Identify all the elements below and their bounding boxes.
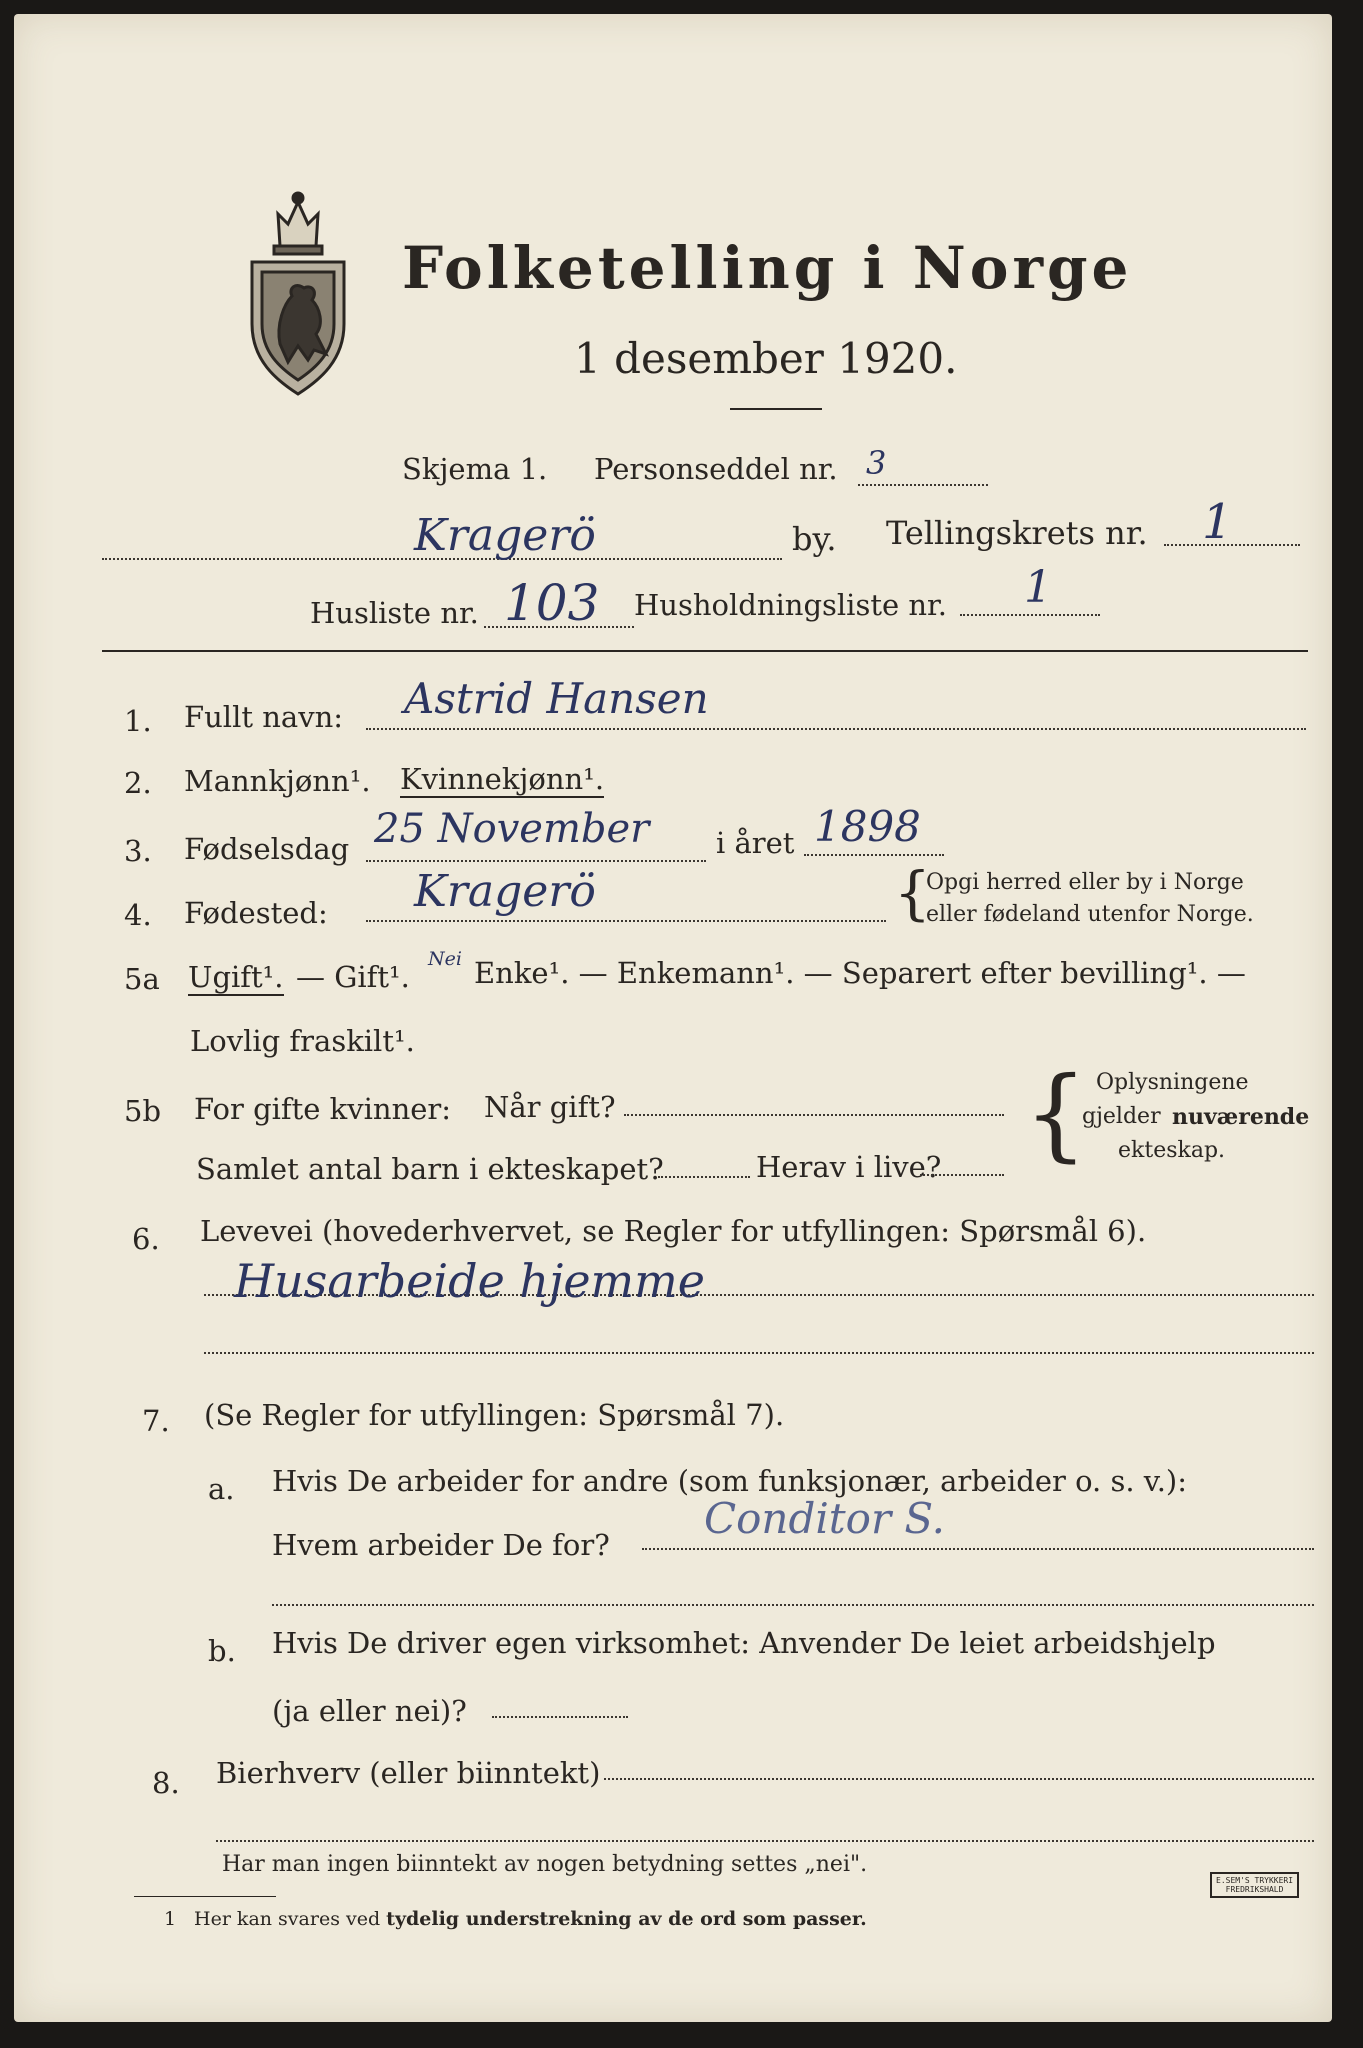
personseddel-value: 3 — [866, 444, 887, 482]
census-form — [14, 14, 1332, 2022]
q6-number: 6. — [132, 1222, 160, 1256]
q5b-label: For gifte kvinner: — [194, 1092, 452, 1126]
footnote-text-a: Her kan svares ved — [194, 1908, 381, 1930]
husliste-label: Husliste nr. — [310, 596, 479, 630]
q5b-naar-gift: Når gift? — [484, 1090, 616, 1124]
form-date: 1 desember 1920. — [574, 334, 958, 383]
q7b-line2: (ja eller nei)? — [272, 1694, 467, 1728]
q7b-field — [492, 1716, 628, 1718]
header-divider — [102, 650, 1308, 652]
q5a-line2: Lovlig fraskilt¹. — [190, 1024, 415, 1058]
q3-year-label: i året — [716, 826, 795, 860]
printer-stamp — [1210, 1872, 1299, 1898]
q7a-line2: Hvem arbeider De for? — [272, 1528, 610, 1562]
husholdningsliste-field — [960, 614, 1100, 616]
footnote-number: 1 — [164, 1908, 177, 1930]
biinntekt-note: Har man ingen biinntekt av nogen betydning settes „nei". — [222, 1852, 868, 1877]
q7a-field — [642, 1548, 1314, 1550]
skjema-label: Skjema 1. — [402, 452, 548, 486]
q5b-note-line2b: nuværende — [1172, 1104, 1310, 1130]
q8-label: Bierhverv (eller biinntekt) — [216, 1756, 601, 1790]
form-title: Folketelling i Norge — [402, 234, 1133, 302]
tellingskrets-value: 1 — [1202, 494, 1233, 550]
q5b-herav-field — [920, 1174, 1004, 1176]
q4-brace: { — [894, 859, 931, 927]
q4-number: 4. — [124, 898, 152, 932]
q5b-samlet-field — [658, 1176, 750, 1178]
q5b-number: 5b — [124, 1094, 162, 1128]
q5b-note-line1: Oplysningene — [1096, 1070, 1249, 1095]
q2-number: 2. — [124, 766, 152, 800]
q1-field — [366, 728, 1306, 730]
q5a-number: 5a — [124, 962, 160, 996]
q7-label: (Se Regler for utfyllingen: Spørsmål 7). — [204, 1398, 785, 1432]
q7a-value: Conditor S. — [704, 1494, 946, 1543]
personseddel-field — [858, 484, 988, 486]
q6-field-2 — [204, 1352, 1314, 1354]
by-label: by. — [792, 520, 837, 558]
printer-stamp-line1: E.SEM'S TRYKKERI — [1216, 1876, 1294, 1885]
q6-label: Levevei (hovederhvervet, se Regler for utfyllingen: Spørsmål 6). — [200, 1214, 1147, 1248]
q5b-note-line2a: gjelder — [1082, 1104, 1161, 1129]
coat-of-arms-icon — [240, 184, 356, 400]
q1-label: Fullt navn: — [184, 700, 344, 734]
q4-note-line1: Opgi herred eller by i Norge — [926, 870, 1244, 895]
q3-year-field — [804, 854, 944, 856]
printer-stamp-line2: FREDRIKSHALD — [1225, 1885, 1284, 1894]
q7a-number: a. — [208, 1472, 235, 1506]
q3-year-value: 1898 — [814, 802, 921, 851]
q4-value: Kragerö — [414, 866, 596, 917]
q5a-ugift-underlined: Ugift¹. — [188, 960, 284, 994]
q7-number: 7. — [142, 1404, 170, 1438]
q7b-line1: Hvis De driver egen virksomhet: Anvender De leiet arbeidshjelp — [272, 1626, 1216, 1660]
q3-field — [366, 860, 706, 862]
personseddel-label: Personseddel nr. — [594, 452, 838, 486]
q8-field — [604, 1778, 1314, 1780]
q1-number: 1. — [124, 704, 152, 738]
q5a-rest: Enke¹. — Enkemann¹. — Separert efter bevilling¹. — — [474, 956, 1246, 990]
q1-value: Astrid Hansen — [404, 674, 709, 723]
husholdningsliste-value: 1 — [1024, 562, 1052, 613]
q7a-field-2 — [272, 1604, 1314, 1606]
husholdningsliste-label: Husholdningsliste nr. — [634, 588, 947, 622]
tellingskrets-label: Tellingskrets nr. — [886, 514, 1148, 552]
q7a-line1: Hvis De arbeider for andre (som funksjonær, arbeider o. s. v.): — [272, 1464, 1188, 1498]
q8-number: 8. — [152, 1766, 180, 1800]
q3-label: Fødselsdag — [184, 832, 350, 866]
q5b-naar-gift-field — [624, 1114, 1004, 1116]
q4-label: Fødested: — [184, 896, 328, 930]
by-value: Kragerö — [414, 510, 596, 561]
q6-value: Husarbeide hjemme — [234, 1254, 706, 1308]
q5b-brace: { — [1024, 1055, 1088, 1172]
title-divider — [730, 408, 822, 410]
husliste-value: 103 — [504, 574, 600, 632]
footnote-text-b: tydelig understrekning av de ord som passer. — [386, 1908, 867, 1930]
q8-field-2 — [216, 1840, 1314, 1842]
q3-value: 25 November — [374, 806, 650, 852]
footnote-rule — [134, 1896, 276, 1897]
q5b-samlet: Samlet antal barn i ekteskapet? — [196, 1152, 664, 1186]
q7b-number: b. — [208, 1634, 236, 1668]
q5a-gift: — Gift¹. — [296, 960, 410, 994]
q3-number: 3. — [124, 834, 152, 868]
q5b-herav: Herav i live? — [756, 1150, 942, 1184]
footnote-text — [194, 1908, 867, 1930]
q5b-note-line3: ekteskap. — [1118, 1138, 1226, 1163]
q4-field — [366, 920, 886, 922]
q4-note-line2: eller fødeland utenfor Norge. — [926, 902, 1254, 927]
q2-female-underlined: Kvinnekjønn¹. — [400, 762, 605, 796]
q5a-gift-note: Nei — [428, 948, 462, 970]
q2-male: Mannkjønn¹. — [184, 764, 371, 798]
